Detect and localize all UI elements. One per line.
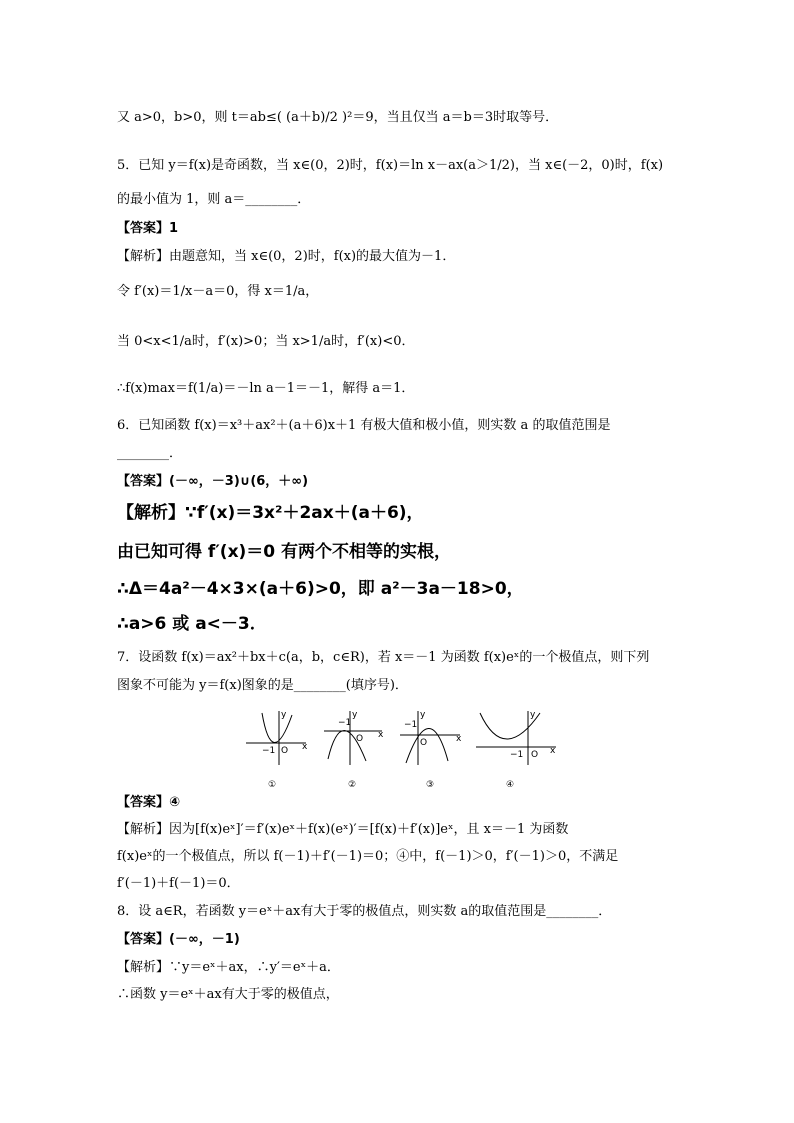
answer-8: 【答案】(－∞，－1) — [117, 932, 240, 947]
graph-4-label: ④ — [506, 780, 515, 790]
graph-4-y-label: y — [530, 710, 536, 720]
graph-3-label: ③ — [426, 780, 435, 790]
analysis-6-line-1: 【解析】∵f′(x)＝3x²＋2ax＋(a＋6)， — [117, 503, 424, 523]
graph-3-y-label: y — [420, 710, 426, 720]
graph-3-origin: O — [420, 738, 428, 748]
question-6: 6．已知函数 f(x)＝x³＋ax²＋(a＋6)x＋1 有极大值和极小值，则实数 a 的取值范围是 — [117, 418, 611, 433]
analysis-6-line-2: 由已知可得 f′(x)＝0 有两个不相等的实根， — [117, 542, 452, 562]
analysis-5-line-2: 令 f′(x)＝1/x－a＝0，得 x＝1/a， — [117, 284, 319, 299]
answer-6: 【答案】(－∞，－3)∪(6，＋∞) — [117, 474, 309, 489]
analysis-7-line-1: 【解析】因为[f(x)eˣ]′＝f′(x)eˣ＋f(x)(eˣ)′＝[f(x)＋f′(x)]eˣ，且 x＝－1 为函数 — [117, 822, 569, 837]
question-8: 8．设 a∈R，若函数 y＝eˣ＋ax有大于零的极值点，则实数 a的取值范围是________． — [117, 904, 612, 919]
question-7-cont: 图象不可能为 y＝f(x)图象的是________(填序号)． — [117, 678, 408, 693]
graph-3-neg-one: −1 — [404, 720, 418, 730]
graph-2-origin: O — [356, 734, 364, 744]
graph-1 — [246, 711, 306, 765]
graph-2-label: ② — [348, 780, 357, 790]
graph-4-origin: O — [531, 750, 539, 760]
analysis-7-line-3: f′(－1)＋f(－1)＝0． — [117, 876, 240, 891]
graph-2-y-label: y — [352, 710, 358, 720]
question-5: 5．已知 y＝f(x)是奇函数，当 x∈(0，2)时，f(x)＝ln x－ax(a＞1/2)，当 x∈(－2，0)时，f(x) — [117, 158, 664, 173]
graph-4-x-label: x — [550, 746, 556, 756]
graph-2-x-label: x — [378, 730, 384, 740]
function-graphs — [244, 709, 559, 791]
graph-1-neg-one: −1 — [262, 746, 276, 756]
analysis-8-line-2: ∴函数 y＝eˣ＋ax有大于零的极值点， — [117, 987, 339, 1002]
analysis-5-line-1: 【解析】由题意知，当 x∈(0，2)时，f(x)的最大值为－1． — [117, 249, 456, 264]
analysis-6-line-3: ∴Δ＝4a²－4×3×(a＋6)>0，即 a²－3a－18>0， — [117, 579, 524, 599]
analysis-7-line-2: f(x)eˣ的一个极值点，所以 f(－1)＋f′(－1)＝0；④中，f(－1)＞0，f′(－1)＞0，不满足 — [117, 849, 619, 864]
analysis-5-line-4: ∴f(x)max＝f(1/a)＝－ln a－1＝－1，解得 a＝1． — [117, 381, 415, 396]
question-6-cont: ________． — [117, 446, 183, 461]
graph-3-x-label: x — [456, 734, 462, 744]
graph-1-label: ① — [268, 780, 277, 790]
graph-2-neg-one: −1 — [338, 718, 352, 728]
answer-7: 【答案】④ — [117, 795, 181, 810]
graph-1-x-label: x — [302, 742, 308, 752]
question-5-cont: 的最小值为 1，则 a＝________． — [117, 192, 311, 207]
graph-1-y-label: y — [281, 710, 287, 720]
analysis-5-line-3: 当 0<x<1/a时，f′(x)>0；当 x>1/a时，f′(x)<0． — [117, 334, 415, 349]
text-line-1: 又 a>0，b>0，则 t＝ab≤( (a＋b)/2 )²＝9，当且仅当 a＝b＝3时取等号． — [117, 110, 559, 125]
answer-5: 【答案】1 — [117, 221, 179, 236]
analysis-8-line-1: 【解析】∵y＝eˣ＋ax，∴y′＝eˣ＋a． — [117, 960, 340, 975]
graph-4-neg-one: −1 — [510, 750, 524, 760]
graph-1-origin: O — [281, 746, 289, 756]
analysis-6-line-4: ∴a>6 或 a<－3． — [117, 614, 267, 634]
question-7: 7．设函数 f(x)＝ax²＋bx＋c(a，b，c∈R)，若 x＝－1 为函数 f(x)eˣ的一个极值点，则下列 — [117, 650, 650, 665]
graphs-figure — [244, 709, 559, 791]
